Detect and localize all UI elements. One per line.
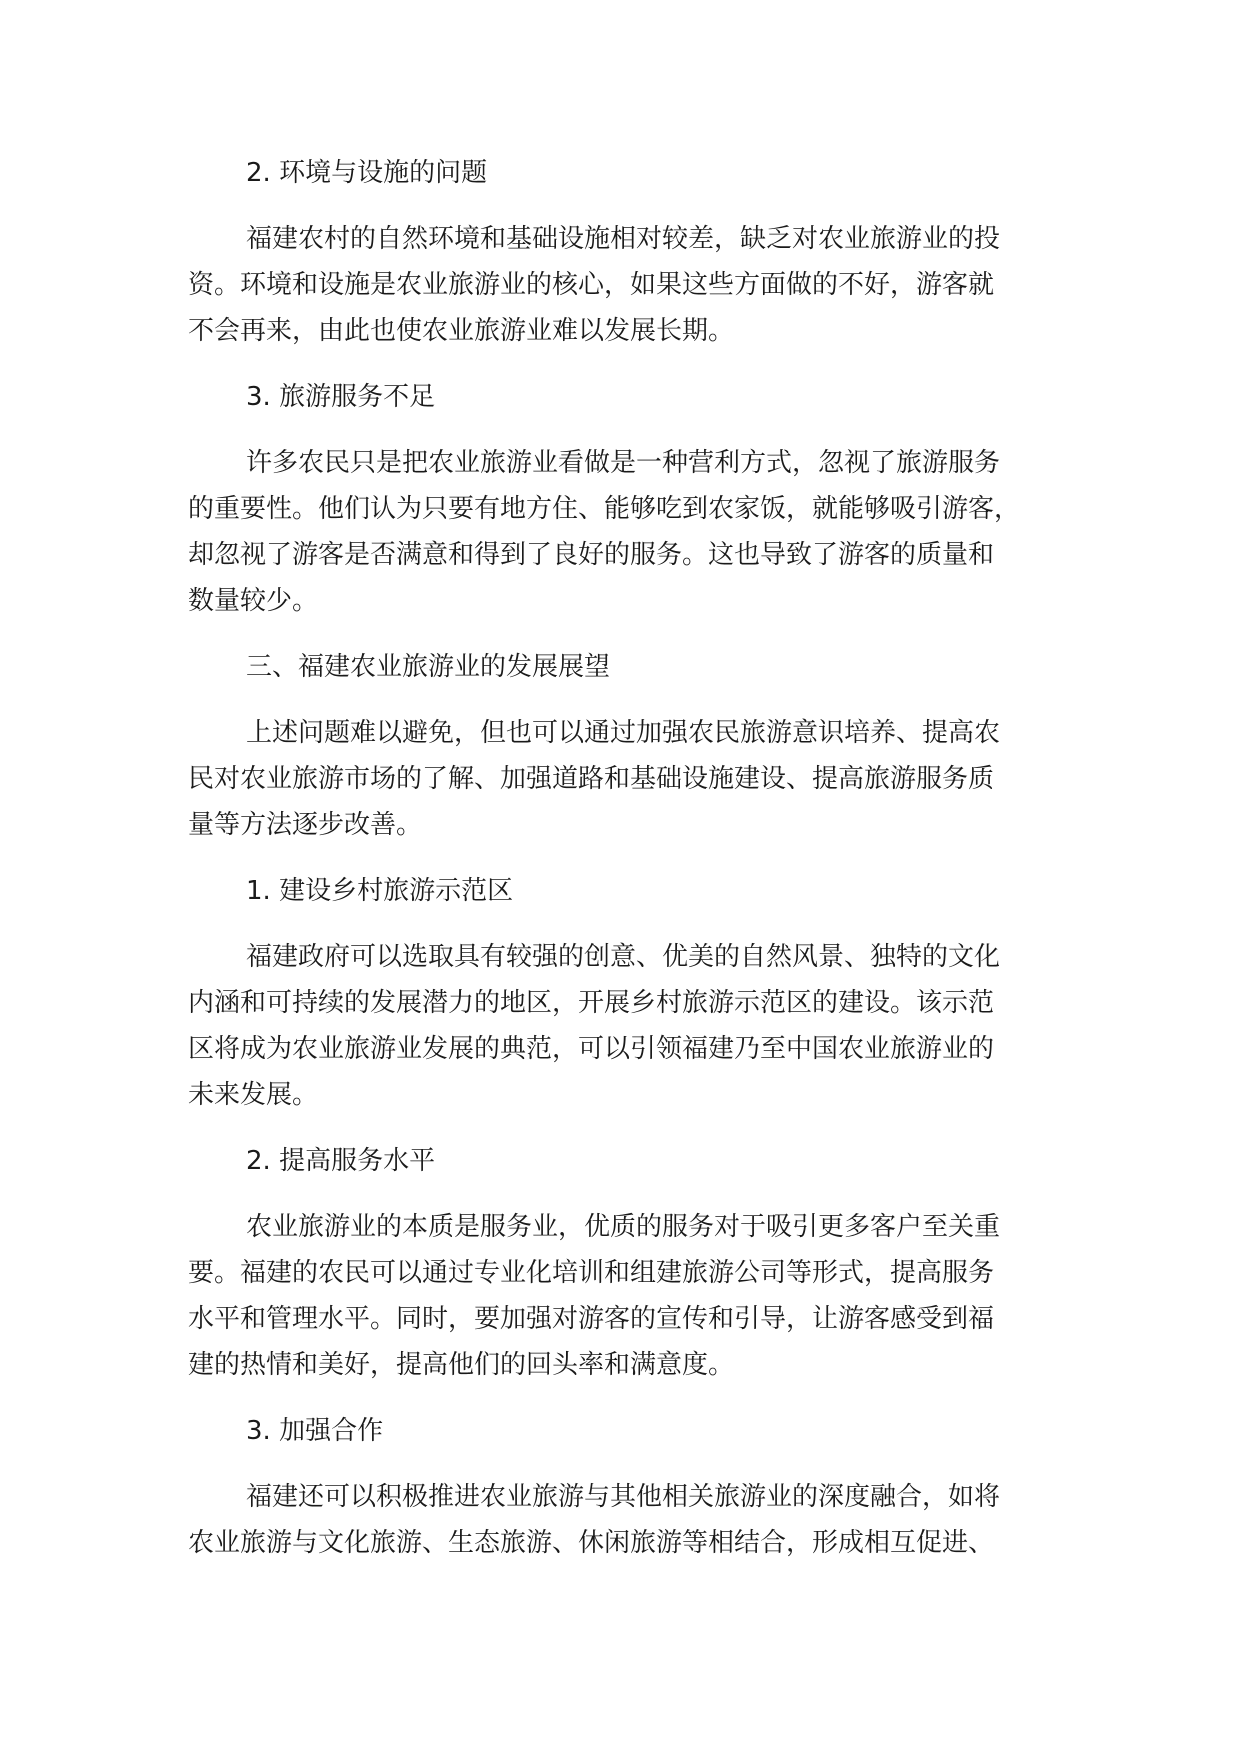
paragraph-line: 要。福建的农民可以通过专业化培训和组建旅游公司等形式，提高服务 bbox=[188, 1258, 995, 1288]
paragraph bbox=[188, 934, 1058, 1118]
paragraph-line: 资。环境和设施是农业旅游业的核心，如果这些方面做的不好，游客就 bbox=[188, 270, 995, 300]
paragraph-line: 上述问题难以避免，但也可以通过加强农民旅游意识培养、提高农 bbox=[246, 718, 1001, 748]
section-heading: 2. 环境与设施的问题 bbox=[246, 158, 488, 188]
paragraph-line: 内涵和可持续的发展潜力的地区，开展乡村旅游示范区的建设。该示范 bbox=[188, 988, 995, 1018]
paragraph-line: 农业旅游业的本质是服务业，优质的服务对于吸引更多客户至关重 bbox=[246, 1212, 1001, 1242]
paragraph bbox=[188, 710, 1058, 848]
paragraph bbox=[188, 216, 1058, 354]
paragraph-line: 民对农业旅游市场的了解、加强道路和基础设施建设、提高旅游服务质 bbox=[188, 764, 995, 794]
paragraph-line: 水平和管理水平。同时，要加强对游客的宣传和引导，让游客感受到福 bbox=[188, 1304, 995, 1334]
paragraph bbox=[188, 1474, 1058, 1566]
paragraph-line: 建的热情和美好，提高他们的回头率和满意度。 bbox=[188, 1350, 735, 1380]
chapter-heading: 三、福建农业旅游业的发展展望 bbox=[246, 652, 611, 682]
section-heading: 3. 加强合作 bbox=[246, 1416, 384, 1446]
paragraph-line: 许多农民只是把农业旅游业看做是一种营利方式，忽视了旅游服务 bbox=[246, 448, 1001, 478]
paragraph bbox=[188, 1204, 1058, 1388]
paragraph-line: 未来发展。 bbox=[188, 1080, 319, 1110]
paragraph-line: 不会再来，由此也使农业旅游业难以发展长期。 bbox=[188, 316, 735, 346]
paragraph-line: 农业旅游与文化旅游、生态旅游、休闲旅游等相结合，形成相互促进、 bbox=[188, 1528, 995, 1558]
paragraph-line: 数量较少。 bbox=[188, 586, 319, 616]
section-heading: 2. 提高服务水平 bbox=[246, 1146, 436, 1176]
paragraph-line: 量等方法逐步改善。 bbox=[188, 810, 423, 840]
paragraph-line: 区将成为农业旅游业发展的典范，可以引领福建乃至中国农业旅游业的 bbox=[188, 1034, 995, 1064]
paragraph bbox=[188, 440, 1058, 624]
paragraph-line: 福建政府可以选取具有较强的创意、优美的自然风景、独特的文化 bbox=[246, 942, 1001, 972]
paragraph-line: 却忽视了游客是否满意和得到了良好的服务。这也导致了游客的质量和 bbox=[188, 540, 995, 570]
section-heading: 1. 建设乡村旅游示范区 bbox=[246, 876, 514, 906]
paragraph-line: 福建农村的自然环境和基础设施相对较差，缺乏对农业旅游业的投 bbox=[246, 224, 1001, 254]
document-page bbox=[188, 150, 1058, 1586]
paragraph-line: 福建还可以积极推进农业旅游与其他相关旅游业的深度融合，如将 bbox=[246, 1482, 1001, 1512]
section-heading: 3. 旅游服务不足 bbox=[246, 382, 436, 412]
paragraph-line: 的重要性。他们认为只要有地方住、能够吃到农家饭，就能够吸引游客， bbox=[188, 494, 1021, 524]
